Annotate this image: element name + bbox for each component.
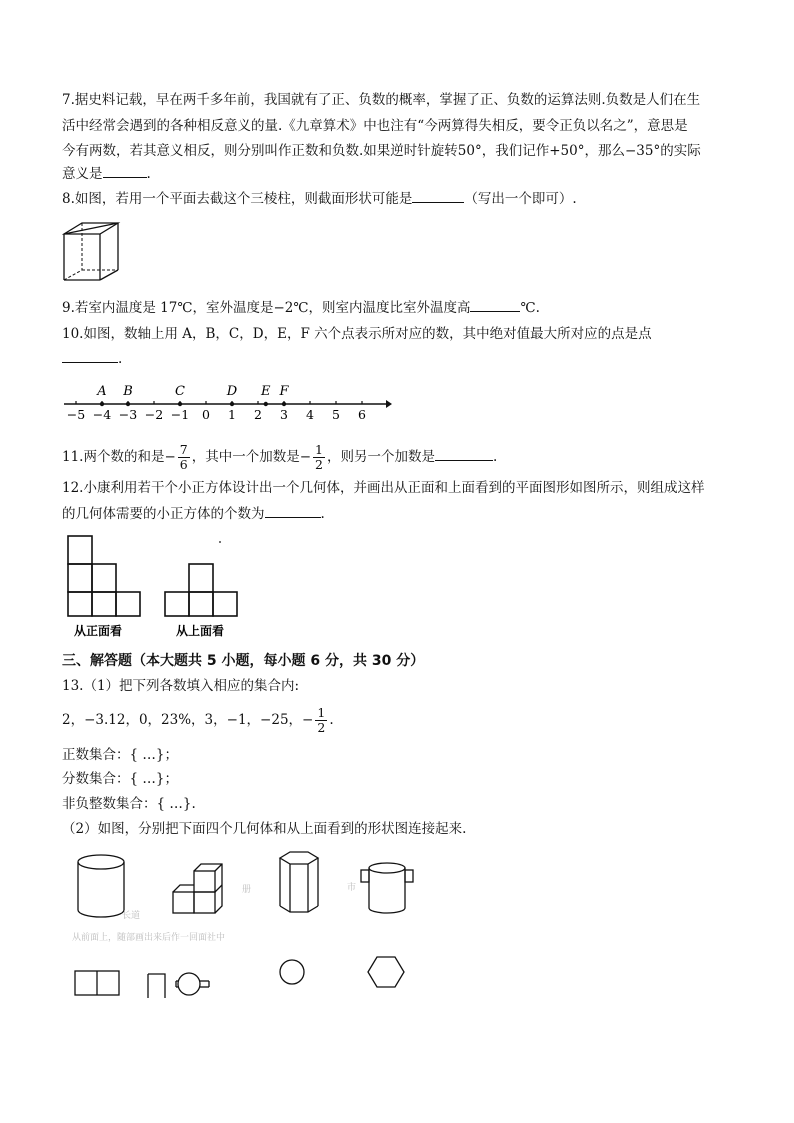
- view-hexagon: [368, 957, 404, 987]
- point-b: [126, 402, 130, 406]
- q7-line4: [62, 165, 151, 183]
- tick-label: 3: [280, 407, 288, 422]
- solids-and-views-figure: [62, 848, 422, 1003]
- q8-answer-blank[interactable]: [412, 190, 464, 203]
- tick-label: −1: [170, 407, 190, 422]
- q13-nums-post: .: [329, 712, 334, 728]
- point-c: [178, 402, 182, 406]
- q7-line1: 7.据史料记载，早在两千多年前，我国就有了正、负数的概率，掌握了正、负数的运算法则.负数是人们在生: [62, 92, 701, 108]
- q8-line: [62, 190, 577, 208]
- q13-set-nonneg-integer[interactable]: 非负整数集合：{ …}.: [62, 796, 196, 812]
- point-d: [230, 402, 234, 406]
- q11-answer-blank[interactable]: [435, 448, 493, 461]
- q11-fraction-1: [178, 443, 190, 472]
- q13-f-den: 2: [317, 720, 326, 735]
- cube-stack-solid: [173, 864, 222, 913]
- section-3-heading: 三、解答题（本大题共 5 小题，每小题 6 分，共 30 分）: [62, 653, 425, 669]
- q11-f2-num: 1: [315, 442, 323, 457]
- view-circle-with-handles: [178, 973, 200, 995]
- tick-label: 5: [332, 407, 340, 422]
- q7-line4-pre: 意义是: [62, 166, 103, 182]
- q11-f1-den: 6: [179, 457, 188, 472]
- q11-f2-den: 2: [315, 457, 323, 472]
- q11-mid: ，其中一个加数是−: [191, 449, 312, 465]
- q13-nums-pre: 2，−3.12，0，23%，3，−1，−25，−: [62, 712, 314, 728]
- q11-line: [62, 437, 497, 477]
- q7-line4-post: .: [146, 166, 151, 182]
- svg-text:从前面上，随部画出来后作一回面社中: 从前面上，随部画出来后作一回面社中: [72, 933, 226, 943]
- q12-line2-post: .: [320, 506, 325, 522]
- q13-set-positive[interactable]: 正数集合：{ …}；: [62, 747, 178, 763]
- tick-label: 4: [306, 407, 314, 422]
- tick-label: −5: [66, 407, 86, 422]
- q13-part2: （2）如图，分别把下面四个几何体和从上面看到的形状图连接起来.: [62, 821, 467, 837]
- q11-pre: 11.两个数的和是−: [62, 449, 176, 465]
- cylinder-solid: [78, 855, 124, 917]
- front-view-grid: [68, 536, 140, 616]
- q13-line1: 13.（1）把下列各数填入相应的集合内:: [62, 678, 300, 694]
- q12-line1: 12.小康利用若干个小正方体设计出一个几何体，并画出从正面和上面看到的平面图形如图所示，则组成这样: [62, 480, 705, 496]
- tick-label: −2: [144, 407, 164, 422]
- q7-answer-blank[interactable]: [103, 165, 147, 178]
- tick-label: 1: [228, 407, 236, 422]
- number-line-figure: [62, 372, 392, 424]
- svg-text:长道: 长道: [122, 911, 141, 921]
- point-f: [282, 402, 286, 406]
- q12-line2: [62, 505, 325, 523]
- tick-label: 6: [358, 407, 366, 422]
- q9-post: ℃.: [520, 300, 540, 316]
- q13-f-num: 1: [317, 705, 326, 720]
- q10-line2: [62, 350, 122, 368]
- tick-label: 0: [202, 407, 210, 422]
- q10-answer-blank[interactable]: [62, 350, 118, 363]
- caption-front-view: 从正面看: [74, 624, 123, 638]
- q7-line2: 活中经常会遇到的各种相反意义的量.《九章算术》中也注有“今两算得失相反，要令正负以名之”，意思是: [62, 118, 688, 134]
- caption-top-view: 从上面看: [176, 624, 225, 638]
- q9-line: [62, 299, 540, 317]
- q13-set-fraction[interactable]: 分数集合：{ …}；: [62, 771, 178, 787]
- point-label-f: F: [279, 384, 289, 399]
- point-a: [100, 402, 104, 406]
- q11-post: ，则另一个加数是: [327, 449, 435, 465]
- q11-fraction-2: [313, 443, 325, 472]
- q13-numbers: [62, 700, 334, 740]
- svg-text:册: 册: [242, 885, 252, 895]
- point-e: [264, 402, 268, 406]
- point-label-d: D: [226, 384, 238, 399]
- q10-line2-post: .: [118, 351, 123, 367]
- q8-pre: 8.如图，若用一个平面去截这个三棱柱，则截面形状可能是: [62, 191, 413, 207]
- view-rectangle-open: [148, 974, 165, 998]
- q12-views-figure: [62, 532, 252, 642]
- top-view-grid: [165, 564, 237, 616]
- cup-solid: [361, 863, 413, 913]
- q12-line2-pre: 的几何体需要的小正方体的个数为: [62, 506, 265, 522]
- q11-f1-num: 7: [179, 442, 188, 457]
- point-label-c: C: [175, 384, 185, 399]
- hexagonal-prism-solid: [280, 852, 318, 912]
- tick-label: −3: [118, 407, 138, 422]
- view-circle: [280, 960, 304, 984]
- q8-post: （写出一个即可）.: [464, 191, 577, 207]
- tick-label: −4: [92, 407, 112, 422]
- q10-line1: 10.如图，数轴上用 A，B，C，D，E，F 六个点表示所对应的数，其中绝对值最大所对应的点是点: [62, 326, 652, 342]
- q11-end: .: [493, 449, 498, 465]
- point-label-b: B: [123, 384, 133, 399]
- q9-answer-blank[interactable]: [470, 299, 520, 312]
- tick-label: 2: [254, 407, 262, 422]
- q9-pre: 9.若室内温度是 17℃，室外温度是−2℃，则室内温度比室外温度高: [62, 300, 471, 316]
- q12-answer-blank[interactable]: [265, 505, 321, 518]
- number-line-arrow: [386, 400, 392, 408]
- q7-line3: 今有两数，若其意义相反，则分别叫作正数和负数.如果逆时针旋转50°，我们记作+50°，那么−35°的实际: [62, 143, 701, 159]
- svg-text:市: 市: [347, 883, 357, 893]
- point-label-a: A: [97, 384, 107, 399]
- point-label-e: E: [261, 384, 271, 399]
- top-views-row: [75, 957, 404, 998]
- triangular-prism-figure: [62, 220, 122, 285]
- q13-fraction: [315, 706, 327, 735]
